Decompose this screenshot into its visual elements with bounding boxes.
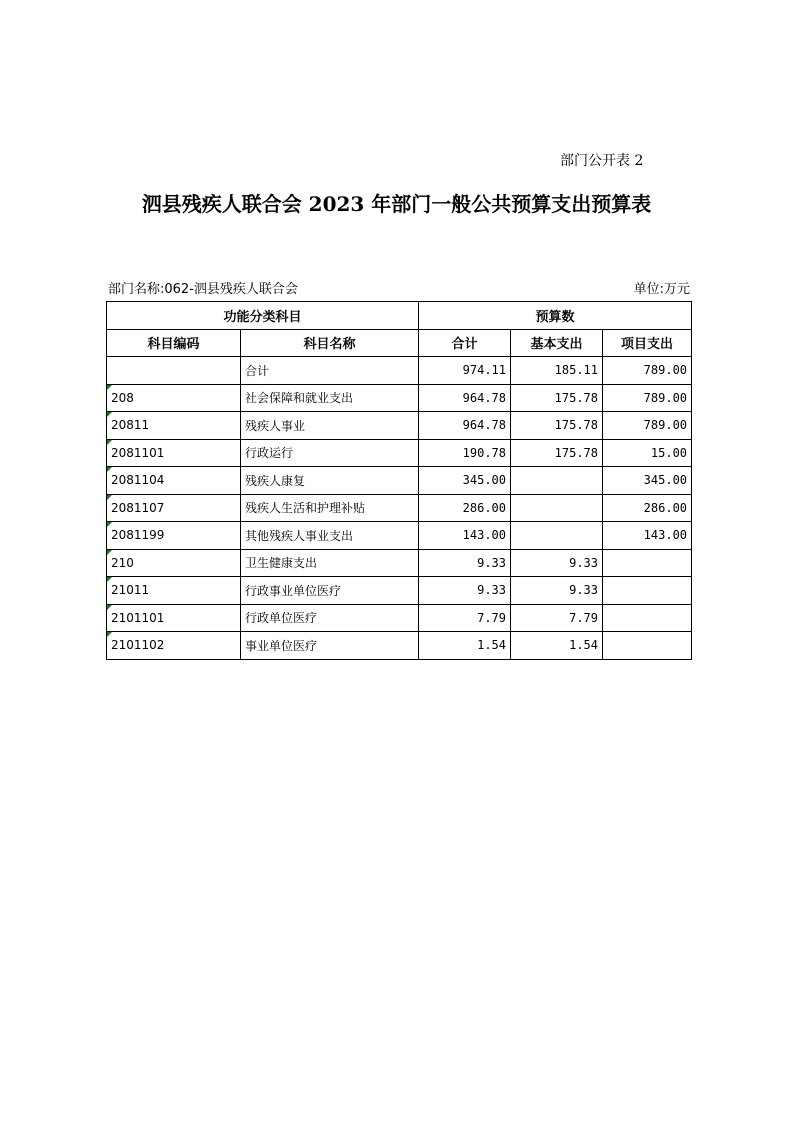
row-name-cell: 行政事业单位医疗 <box>241 577 419 605</box>
budget-table-body <box>107 357 692 660</box>
row-code-cell: 2101102 <box>107 632 241 660</box>
row-name-cell: 残疾人事业 <box>241 412 419 440</box>
row-basic-cell: 175.78 <box>511 384 603 412</box>
column-header-project: 项目支出 <box>603 329 692 357</box>
table-row <box>107 467 692 495</box>
row-name-cell: 残疾人生活和护理补贴 <box>241 494 419 522</box>
row-total-cell: 964.78 <box>419 412 511 440</box>
table-row <box>107 494 692 522</box>
row-code-cell: 2081199 <box>107 522 241 550</box>
row-name-cell: 卫生健康支出 <box>241 549 419 577</box>
page-title: 泗县残疾人联合会 2023 年部门一般公共预算支出预算表 <box>141 192 652 216</box>
row-basic-cell <box>511 494 603 522</box>
table-row <box>107 384 692 412</box>
row-total-cell: 286.00 <box>419 494 511 522</box>
unit-label: 单位:万元 <box>633 282 690 297</box>
row-basic-cell: 185.11 <box>511 357 603 385</box>
row-project-cell <box>603 604 692 632</box>
row-total-cell: 190.78 <box>419 439 511 467</box>
row-code-cell: 2081104 <box>107 467 241 495</box>
row-name-cell: 事业单位医疗 <box>241 632 419 660</box>
row-code-cell: 210 <box>107 549 241 577</box>
row-code-cell: 208 <box>107 384 241 412</box>
column-header-code: 科目编码 <box>107 329 241 357</box>
row-code-cell: 2081107 <box>107 494 241 522</box>
row-name-cell: 其他残疾人事业支出 <box>241 522 419 550</box>
row-name-cell: 行政运行 <box>241 439 419 467</box>
table-row <box>107 412 692 440</box>
row-total-cell: 974.11 <box>419 357 511 385</box>
budget-amount-header: 预算数 <box>419 302 692 330</box>
row-total-cell: 9.33 <box>419 549 511 577</box>
row-project-cell: 143.00 <box>603 522 692 550</box>
row-name-cell: 合计 <box>241 357 419 385</box>
row-total-cell: 964.78 <box>419 384 511 412</box>
form-number: 部门公开表 2 <box>560 153 644 169</box>
table-row <box>107 439 692 467</box>
functional-category-header: 功能分类科目 <box>107 302 419 330</box>
row-basic-cell: 1.54 <box>511 632 603 660</box>
row-project-cell: 286.00 <box>603 494 692 522</box>
row-project-cell: 15.00 <box>603 439 692 467</box>
row-total-cell: 345.00 <box>419 467 511 495</box>
table-row <box>107 357 692 385</box>
row-total-cell: 9.33 <box>419 577 511 605</box>
row-basic-cell: 7.79 <box>511 604 603 632</box>
column-header-row <box>107 329 692 357</box>
row-basic-cell: 9.33 <box>511 577 603 605</box>
table-row <box>107 632 692 660</box>
department-name: 部门名称:062-泗县残疾人联合会 <box>108 282 298 297</box>
row-code-cell: 2101101 <box>107 604 241 632</box>
group-header-row <box>107 302 692 330</box>
column-header-total: 合计 <box>419 329 511 357</box>
row-total-cell: 1.54 <box>419 632 511 660</box>
table-row <box>107 522 692 550</box>
row-code-cell: 20811 <box>107 412 241 440</box>
row-basic-cell <box>511 467 603 495</box>
table-row <box>107 577 692 605</box>
row-project-cell: 345.00 <box>603 467 692 495</box>
row-code-cell: 21011 <box>107 577 241 605</box>
row-basic-cell: 9.33 <box>511 549 603 577</box>
row-name-cell: 残疾人康复 <box>241 467 419 495</box>
row-basic-cell <box>511 522 603 550</box>
row-total-cell: 7.79 <box>419 604 511 632</box>
row-project-cell: 789.00 <box>603 412 692 440</box>
row-code-cell <box>107 357 241 385</box>
row-code-cell: 2081101 <box>107 439 241 467</box>
budget-table <box>106 301 692 660</box>
row-total-cell: 143.00 <box>419 522 511 550</box>
row-project-cell <box>603 632 692 660</box>
table-row <box>107 604 692 632</box>
column-header-basic: 基本支出 <box>511 329 603 357</box>
table-row <box>107 549 692 577</box>
row-name-cell: 社会保障和就业支出 <box>241 384 419 412</box>
column-header-name: 科目名称 <box>241 329 419 357</box>
row-project-cell: 789.00 <box>603 357 692 385</box>
row-basic-cell: 175.78 <box>511 439 603 467</box>
row-name-cell: 行政单位医疗 <box>241 604 419 632</box>
row-project-cell <box>603 577 692 605</box>
row-project-cell: 789.00 <box>603 384 692 412</box>
row-basic-cell: 175.78 <box>511 412 603 440</box>
row-project-cell <box>603 549 692 577</box>
